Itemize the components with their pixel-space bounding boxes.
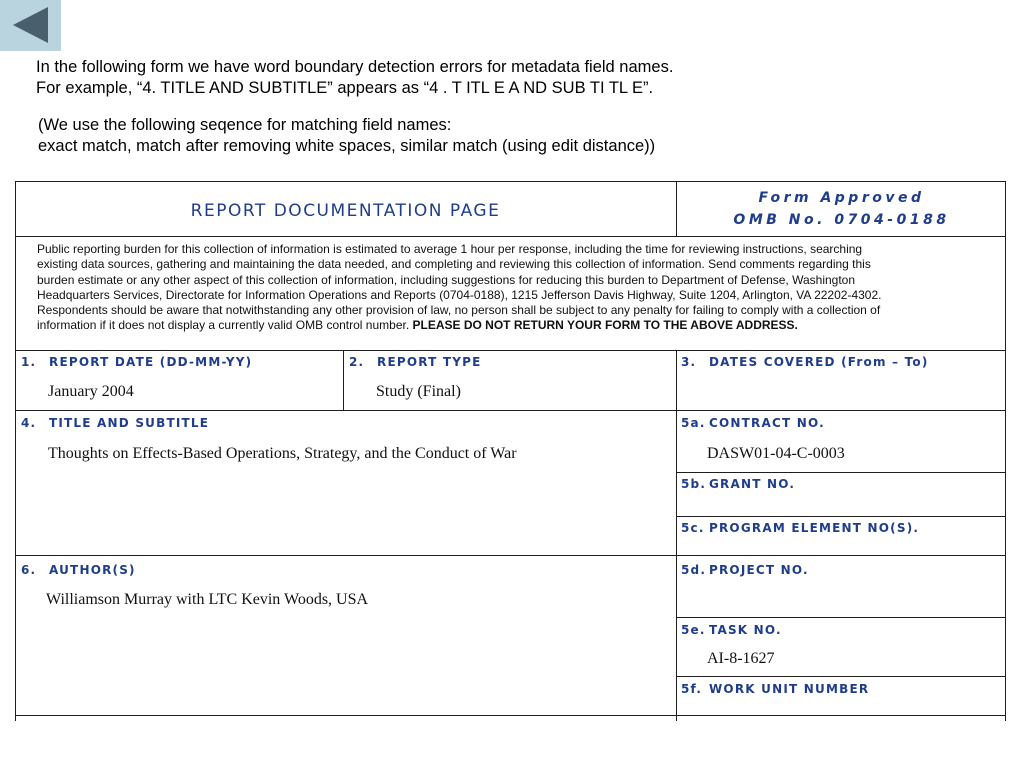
intro-line: For example, “4. TITLE AND SUBTITLE” appears as “4 . T ITL E A ND SUB TI TL E”. — [36, 79, 654, 97]
intro-line: (We use the following seqence for matching field names: — [38, 116, 452, 134]
field-number: 5b. — [681, 477, 707, 491]
form-border-left — [15, 181, 16, 721]
form-divider — [677, 516, 1006, 517]
intro-paragraph — [36, 57, 673, 99]
back-button[interactable] — [0, 0, 61, 51]
field-label-report-date — [21, 355, 252, 369]
field-number: 5a. — [681, 416, 706, 430]
form-divider — [15, 555, 1006, 556]
field-label-title — [21, 416, 209, 430]
field-value-report-date: January 2004 — [48, 383, 134, 400]
field-value-title: Thoughts on Effects-Based Operations, Strategy, and the Conduct of War — [48, 445, 517, 462]
field-label-text: AUTHOR(S) — [49, 563, 136, 577]
field-number: 2. — [349, 355, 365, 369]
burden-line: burden estimate or any other aspect of this collection of information, including suggestions for reducing this burden to Department of Defense, Washington — [37, 272, 856, 287]
field-label-program-element — [681, 521, 919, 535]
form-divider — [677, 617, 1006, 618]
field-label-dates-covered — [681, 355, 929, 369]
field-label-text: WORK UNIT NUMBER — [709, 682, 870, 696]
form-divider — [15, 236, 1006, 237]
field-label-text: PROGRAM ELEMENT NO(S). — [709, 521, 920, 535]
field-label-author — [21, 563, 136, 577]
field-number: 1. — [21, 355, 37, 369]
field-value-task: AI-8-1627 — [707, 650, 775, 667]
burden-line: existing data sources, gathering and maintaining the data needed, and completing and reviewing this collection of information. Send comments regarding this — [37, 257, 871, 272]
form-approved-label: Form Approved — [758, 190, 925, 206]
field-number: 5e. — [681, 623, 706, 637]
omb-number: OMB No. 0704-0188 — [733, 212, 950, 228]
field-label-contract — [681, 416, 825, 430]
field-number: 6. — [21, 563, 37, 577]
field-label-text: TASK NO. — [709, 623, 782, 637]
form-divider — [676, 350, 677, 721]
field-label-text: DATES COVERED (From – To) — [709, 355, 929, 369]
burden-warning: PLEASE DO NOT RETURN YOUR FORM TO THE ABOVE ADDRESS. — [409, 318, 798, 333]
burden-line: Headquarters Services, Directorate for Information Operations and Reports (0704-0188), 1215 Jefferson Davis Highway, Suite 1204, Arlington, VA 22202-4302. — [37, 287, 882, 302]
form-border-right — [1005, 181, 1006, 721]
form-divider — [15, 350, 1006, 351]
field-label-text: PROJECT NO. — [709, 563, 809, 577]
form-title: REPORT DOCUMENTATION PAGE — [190, 201, 501, 221]
burden-line: Respondents should be aware that notwithstanding any other provision of law, no person shall be subject to any penalty for failing to comply with a collection of — [37, 303, 881, 318]
field-number: 4. — [21, 416, 37, 430]
form-divider — [677, 676, 1006, 677]
burden-text: information if it does not display a currently valid OMB control number. — [37, 318, 410, 333]
intro-line: In the following form we have word boundary detection errors for metadata field names. — [36, 58, 674, 76]
field-label-project — [681, 563, 809, 577]
report-documentation-form — [15, 181, 1006, 721]
field-label-task — [681, 623, 782, 637]
field-label-text: TITLE AND SUBTITLE — [49, 416, 210, 430]
field-label-grant — [681, 477, 795, 491]
burden-line: Public reporting burden for this collection of information is estimated to average 1 hour per response, including the time for reviewing instructions, searching — [37, 242, 863, 256]
intro-note — [38, 115, 655, 157]
field-value-author: Williamson Murray with LTC Kevin Woods, USA — [46, 591, 369, 608]
form-divider — [15, 410, 1006, 411]
field-number: 5f. — [681, 682, 703, 696]
form-border-top — [15, 181, 1006, 182]
field-label-report-type — [349, 355, 482, 369]
field-number: 5d. — [681, 563, 707, 577]
field-label-text: CONTRACT NO. — [709, 416, 825, 430]
field-number: 5c. — [681, 521, 705, 535]
burden-line — [37, 318, 997, 333]
field-number: 3. — [681, 355, 697, 369]
burden-statement — [37, 242, 997, 334]
field-label-work-unit — [681, 682, 869, 696]
form-divider — [343, 350, 344, 410]
field-value-report-type: Study (Final) — [376, 383, 461, 400]
field-label-text: GRANT NO. — [709, 477, 796, 491]
form-divider — [15, 715, 1006, 716]
back-arrow-icon — [0, 0, 61, 51]
form-divider — [677, 472, 1006, 473]
intro-line: exact match, match after removing white spaces, similar match (using edit distance)) — [38, 137, 656, 155]
field-value-contract: DASW01-04-C-0003 — [707, 445, 845, 462]
field-label-text: REPORT DATE (DD-MM-YY) — [49, 355, 253, 369]
field-label-text: REPORT TYPE — [377, 355, 482, 369]
